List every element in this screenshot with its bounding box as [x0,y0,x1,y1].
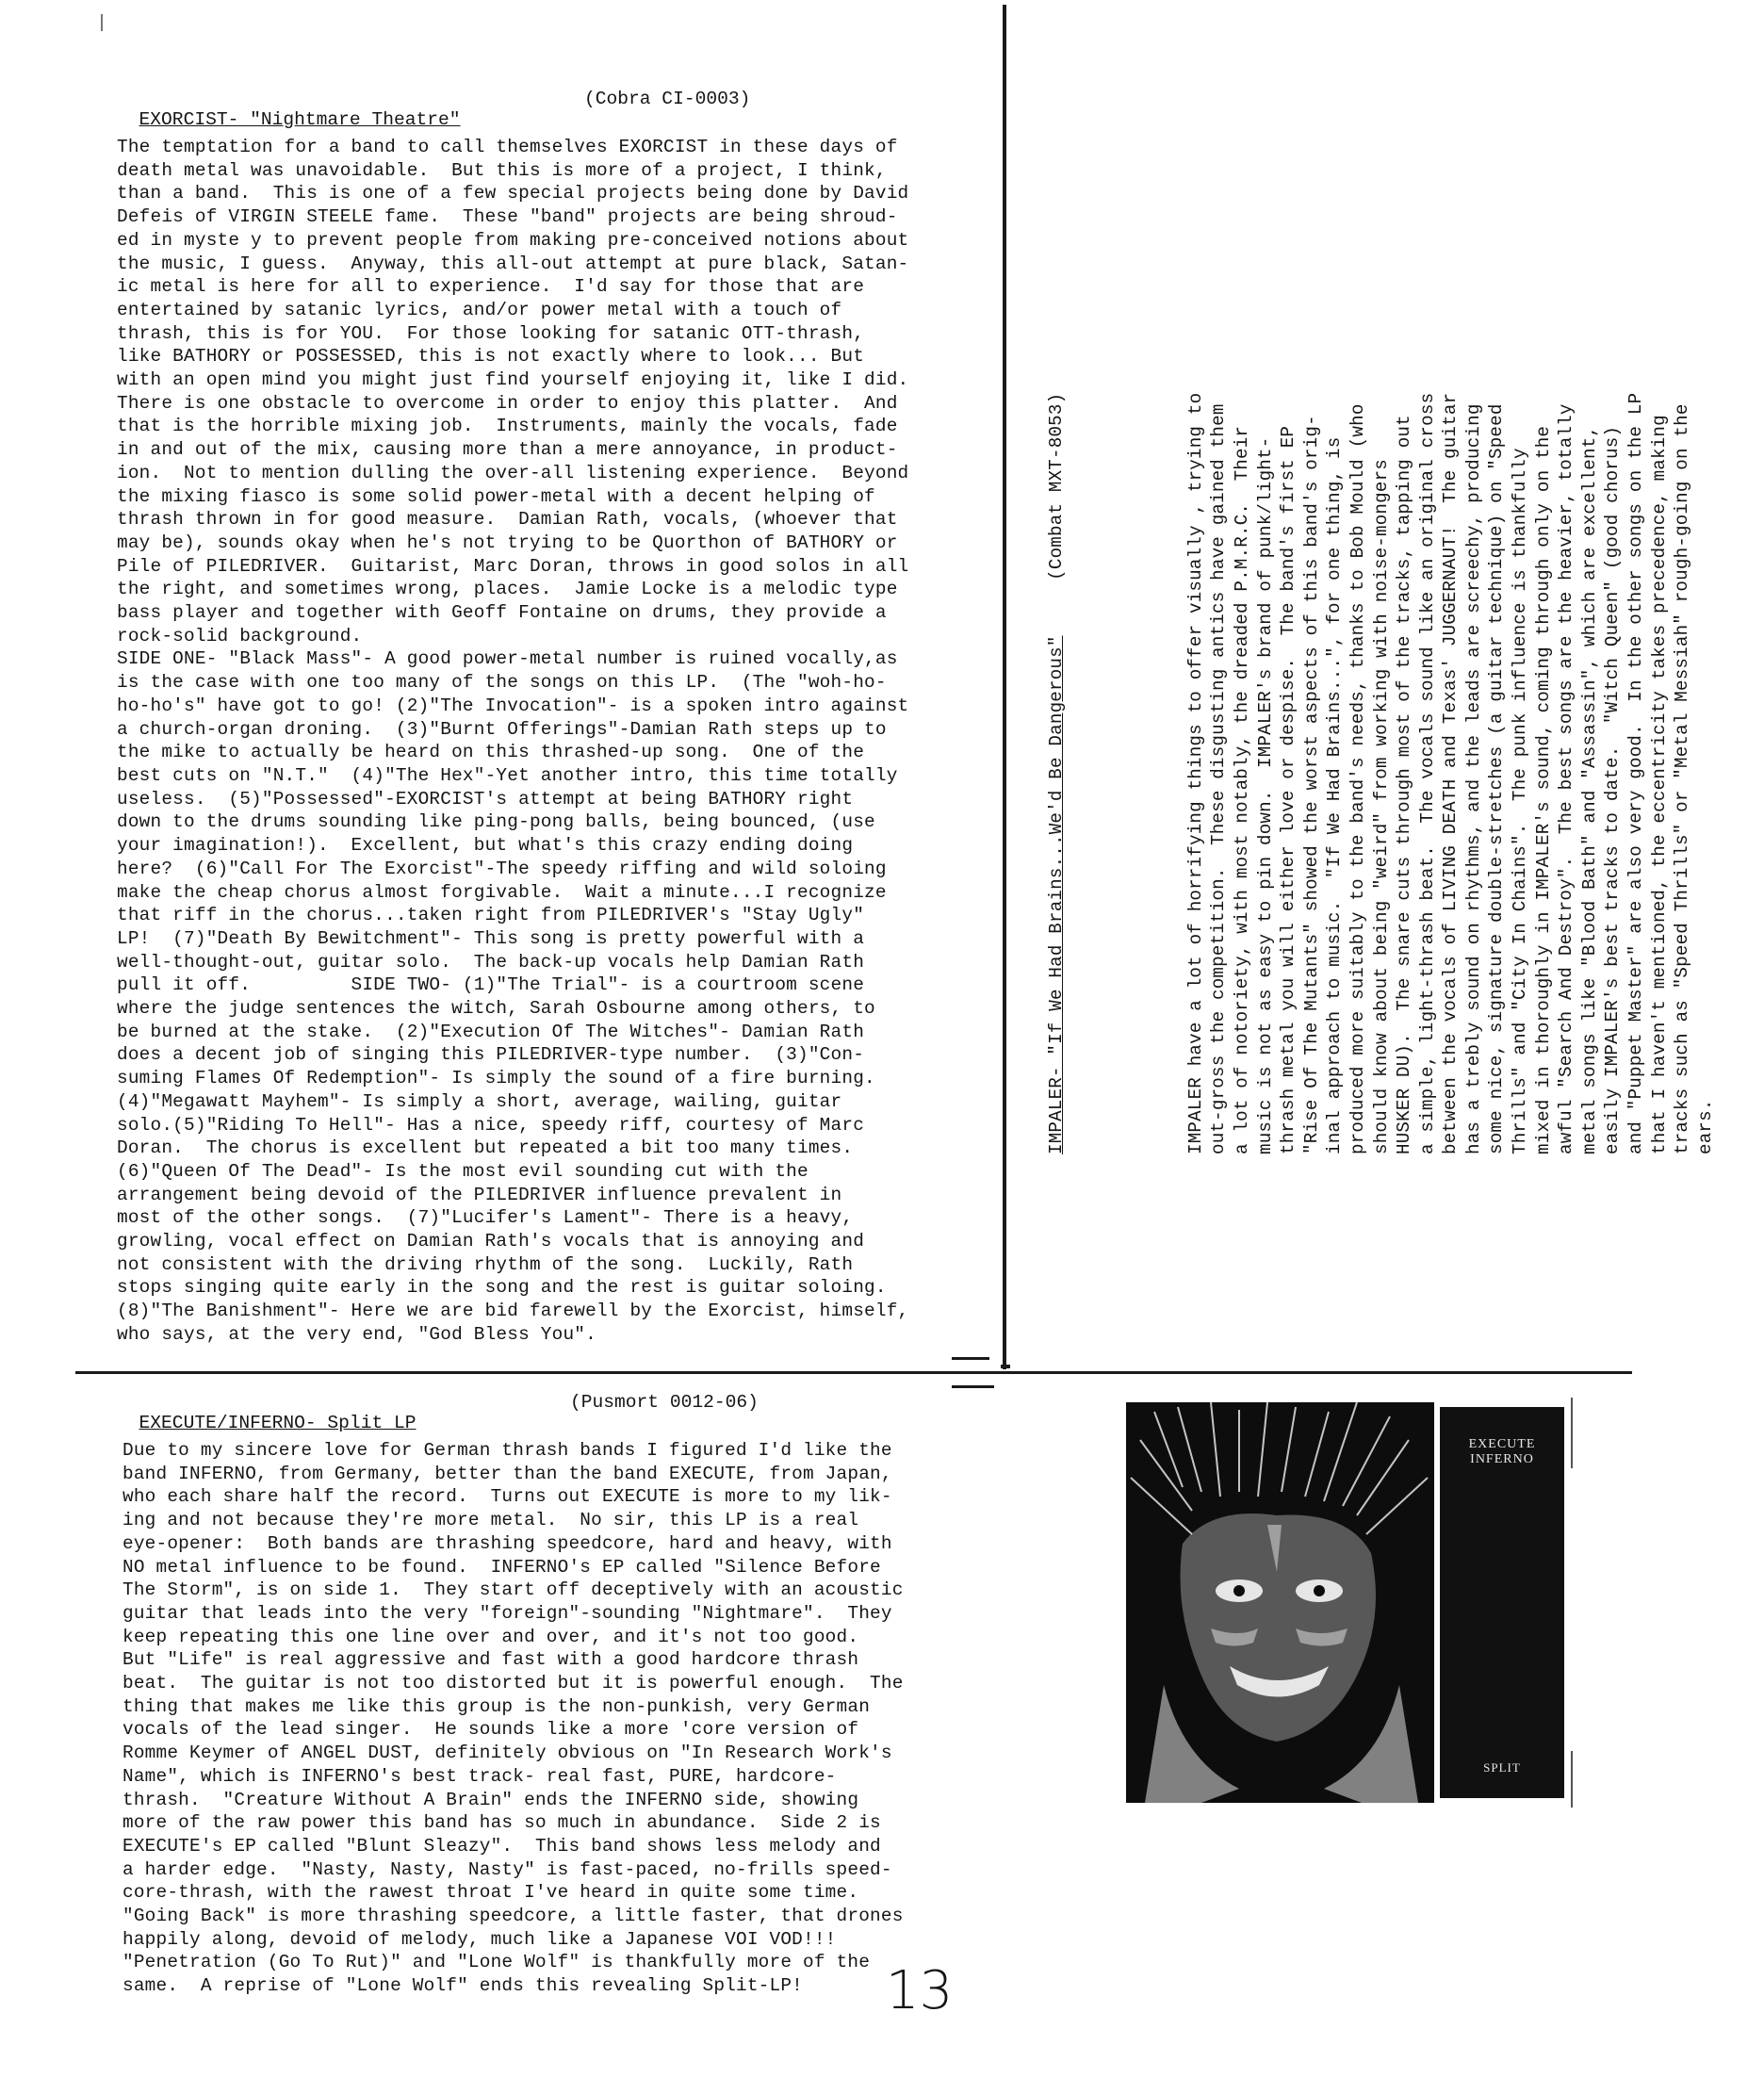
execute-line: ing and not because they're more metal. No sir, this LP is a real [122,1510,859,1531]
exorcist-line: arrangement being devoid of the PILEDRIVER influence prevalent in [117,1184,842,1205]
exorcist-line: suming Flames Of Redemption"- Is simply the sound of a fire burning. [117,1068,875,1089]
spine-footer-split: SPLIT [1483,1760,1521,1775]
impaler-review [999,278,1716,1154]
impaler-line: "Rise Of The Mutants" showed the worst aspects of this band's orig- [1300,415,1322,1154]
impaler-line: HUSKER DU). The snare cuts through most of the tracks, tapping out [1394,415,1415,1154]
exorcist-line: the mixing fiasco is some solid power-metal with a decent helping of [117,485,875,507]
execute-line: same. A reprise of "Lone Wolf" ends this revealing Split-LP! [122,1975,804,1997]
exorcist-line: (8)"The Banishment"- Here we are bid farewell by the Exorcist, himself, [117,1301,909,1322]
cover-edge-mark [1571,1398,1573,1468]
divider-tick [952,1357,989,1360]
exorcist-line: with an open mind you might just find yourself enjoying it, like I did. [117,369,909,391]
execute-line: "Going Back" is more thrashing speedcore, a little faster, that drones [122,1906,904,1927]
execute-line: But "Life" is real aggressive and fast with a good hardcore thrash [122,1649,859,1671]
impaler-line: music is not as easy to pin down. IMPALER's brand of punk/light- [1254,436,1276,1154]
exorcist-line: ed in myste y to prevent people from making pre-conceived notions about [117,229,909,251]
exorcist-line: ho-ho's" have got to go! (2)"The Invocation"- is a spoken intro against [117,695,909,716]
exorcist-line: SIDE ONE- "Black Mass"- A good power-metal number is ruined vocally,as [117,648,898,670]
execute-review-body [122,1439,904,1998]
execute-title: EXECUTE/INFERNO- Split LP [139,1413,416,1433]
demon-face-image [1126,1402,1434,1803]
exorcist-line: solo.(5)"Riding To Hell"- Has a nice, speedy riff, courtesy of Marc [117,1114,865,1136]
execute-line: core-thrash, with the rawest throat I've heard in quite some time. [122,1882,859,1904]
exorcist-line: here? (6)"Call For The Exorcist"-The speedy riffing and wild soloing [117,858,887,879]
execute-line: a harder edge. "Nasty, Nasty, Nasty" is fast-paced, no-frills speed- [122,1858,892,1880]
album-cover-art [1126,1402,1434,1803]
exorcist-line: useless. (5)"Possessed"-EXORCIST's attempt at being BATHORY right [117,788,854,810]
exorcist-line: (4)"Megawatt Mayhem"- Is simply a short, average, wailing, guitar [117,1090,842,1112]
execute-heading [117,1392,416,1433]
impaler-line: a lot of notoriety, with most notably, the dreaded P.M.R.C. Their [1231,425,1252,1154]
exorcist-line: There is one obstacle to overcome in order to enjoy this platter. And [117,392,898,414]
exorcist-line: the right, and sometimes wrong, places. Jamie Locke is a melodic type [117,579,898,600]
exorcist-line: rock-solid background. [117,625,363,646]
spine-title-execute: EXECUTE [1468,1437,1536,1451]
impaler-line: thrash metal you will either love or despise. The band's first EP [1278,425,1299,1154]
exorcist-line: who says, at the very end, "God Bless You". [117,1323,596,1345]
exorcist-line: LP! (7)"Death By Bewitchment"- This song is pretty powerful with a [117,927,865,949]
execute-line: eye-opener: Both bands are thrashing speedcore, hard and heavy, with [122,1532,892,1554]
execute-line: vocals of the lead singer. He sounds like a more 'core version of [122,1719,859,1741]
execute-line: band INFERNO, from Germany, better than the band EXECUTE, from Japan, [122,1463,892,1484]
execute-line: Romme Keymer of ANGEL DUST, definitely obvious on "In Research Work's [122,1743,892,1764]
execute-line: guitar that leads into the very "foreign"-sounding "Nightmare". They [122,1602,892,1624]
impaler-line: and "Puppet Master" are also very good. In the other songs on the LP [1625,392,1647,1154]
execute-line: beat. The guitar is not too distorted but it is powerful enough. The [122,1673,904,1694]
exorcist-review-body [117,136,908,1347]
exorcist-line: down to the drums sounding like ping-pong balls, being bounced, (use [117,811,875,833]
impaler-review-body [1184,278,1718,1154]
impaler-line: metal songs like "Blood Bath" and "Assassin", which are excellent, [1578,425,1600,1154]
cover-edge-mark [1571,1751,1573,1808]
exorcist-line: death metal was unavoidable. But this is more of a project, I think, [117,159,887,181]
divider-tick [1001,1365,1010,1368]
exorcist-line: ic metal is here for all to experience. I'd say for those that are [117,276,865,298]
impaler-line: inal approach to music. "If We Had Brains...", for one thing, is [1324,436,1346,1154]
execute-line: keep repeating this one line over and over, and it's not too good. [122,1626,859,1647]
impaler-title: IMPALER- "If We Had Brains...We'd Be Dangerous" [1046,635,1068,1154]
exorcist-line: stops singing quite early in the song and the rest is guitar soloing. [117,1277,887,1299]
exorcist-line: your imagination!). Excellent, but what's this crazy ending doing [117,835,854,857]
execute-line: EXECUTE's EP called "Blunt Sleazy". This band shows less melody and [122,1835,881,1857]
exorcist-title: EXORCIST- "Nightmare Theatre" [139,109,461,130]
impaler-line: ears. [1694,1099,1716,1154]
impaler-catalog: (Combat MXT-8053) [1046,392,1068,581]
exorcist-line: well-thought-out, guitar solo. The back-up vocals help Damian Rath [117,951,865,973]
exorcist-line: the music, I guess. Anyway, this all-out attempt at pure black, Satan- [117,253,909,274]
execute-line: more of the raw power this band has so much in abundance. Side 2 is [122,1812,881,1834]
impaler-line: should know about being "weird" from working with noise-mongers [1370,458,1392,1154]
exorcist-line: does a decent job of singing this PILEDRIVER-type number. (3)"Con- [117,1044,865,1066]
impaler-line: produced more suitably to the band's needs, thanks to Bob Mould (who [1347,403,1368,1154]
exorcist-line: is the case with one too many of the songs on this LP. (The "woh-ho- [117,672,887,694]
impaler-line: mixed in thoroughly in IMPALER's sound, coming through only on the [1532,425,1554,1154]
page-number: 13 [886,1960,954,2021]
exorcist-line: bass player and together with Geoff Fontaine on drums, they provide a [117,602,887,624]
exorcist-line: ion. Not to mention dulling the over-all listening experience. Beyond [117,462,909,483]
execute-line: thing that makes me like this group is the non-punkish, very German [122,1695,871,1717]
exorcist-line: Defeis of VIRGIN STEELE fame. These "band" projects are being shroud- [117,206,898,228]
exorcist-line: like BATHORY or POSSESSED, this is not exactly where to look... But [117,346,865,368]
exorcist-line: than a band. This is one of a few special projects being done by David [117,183,909,205]
stray-mark [101,14,103,31]
execute-line: "Penetration (Go To Rut)" and "Lone Wolf" is thankfully more of the [122,1952,871,1973]
impaler-line: has a trebly sound on rhythms, and the leads are screechy, producing [1462,403,1484,1154]
execute-line: who each share half the record. Turns out EXECUTE is more to my lik- [122,1486,892,1508]
impaler-line: easily IMPALER's best tracks to date. "Witch Queen" (good chorus) [1602,425,1624,1154]
album-spine [1440,1407,1564,1798]
exorcist-line: most of the other songs. (7)"Lucifer's Lament"- There is a heavy, [117,1207,854,1229]
execute-line: The Storm", is on side 1. They start off deceptively with an acoustic [122,1579,904,1601]
exorcist-line: (6)"Queen Of The Dead"- Is the most evil sounding cut with the [117,1160,808,1182]
exorcist-line: The temptation for a band to call themselves EXORCIST in these days of [117,137,898,157]
exorcist-line: be burned at the stake. (2)"Execution Of The Witches"- Damian Rath [117,1021,865,1042]
exorcist-line: that riff in the chorus...taken right from PILEDRIVER's "Stay Ugly" [117,905,865,926]
spine-title-inferno: INFERNO [1470,1452,1534,1466]
impaler-line: Thrills" and "City In Chains". The punk influence is thankfully [1510,448,1531,1154]
exorcist-line: a church-organ droning. (3)"Burnt Offerings"-Damian Rath steps up to [117,718,887,740]
impaler-line: a simple, light-thrash beat. The vocals sound like an original cross [1416,392,1438,1154]
exorcist-line: not consistent with the driving rhythm of the song. Luckily, Rath [117,1253,854,1275]
impaler-line: out-gross the competition. These disgusting antics have gained them [1208,403,1230,1154]
impaler-line: between the vocals of LIVING DEATH and Texas' JUGGERNAUT! The guitar [1440,392,1462,1154]
section-divider [75,1371,1632,1374]
exorcist-catalog: (Cobra CI-0003) [584,89,751,109]
exorcist-line: pull it off. SIDE TWO- (1)"The Trial"- is a courtroom scene [117,974,865,996]
exorcist-line: make the cheap chorus almost forgivable. Wait a minute...I recognize [117,881,887,903]
exorcist-line: Doran. The chorus is excellent but repeated a bit too many times. [117,1137,854,1159]
execute-line: thrash. "Creature Without A Brain" ends the INFERNO side, showing [122,1789,859,1810]
exorcist-line: thrash, this is for YOU. For those looking for satanic OTT-thrash, [117,322,865,344]
exorcist-line: Pile of PILEDRIVER. Guitarist, Marc Doran, throws in good solos in all [117,555,909,577]
impaler-line: tracks such as "Speed Thrills" or "Metal Messiah" rough-going on the [1672,403,1693,1154]
impaler-line: that I haven't mentioned, the eccentricity takes precedence, making [1648,415,1670,1154]
execute-line: NO metal influence to be found. INFERNO's EP called "Silence Before [122,1556,881,1578]
exorcist-line: best cuts on "N.T." (4)"The Hex"-Yet another intro, this time totally [117,764,898,786]
execute-line: Due to my sincere love for German thrash bands I figured I'd like the [122,1440,892,1461]
execute-catalog: (Pusmort 0012-06) [570,1392,759,1413]
exorcist-line: in and out of the mix, causing more than a mere annoyance, in product- [117,439,898,461]
exorcist-line: entertained by satanic lyrics, and/or power metal with a touch of [117,299,842,320]
impaler-line: some nice, signature double-stretches (a guitar technique) on "Speed [1486,403,1508,1154]
execute-line: Name", which is INFERNO's best track- real fast, PURE, hardcore- [122,1765,837,1787]
exorcist-line: growling, vocal effect on Damian Rath's vocals that is annoying and [117,1231,865,1252]
exorcist-line: may be), sounds okay when he's not trying to be Quorthon of BATHORY or [117,532,898,553]
exorcist-heading [117,89,461,130]
exorcist-line: the mike to actually be heard on this thrashed-up song. One of the [117,742,865,763]
divider-tick [952,1385,994,1388]
impaler-line: IMPALER have a lot of horrifying things to offer visually , trying to [1184,392,1206,1154]
exorcist-line: thrash thrown in for good measure. Damian Rath, vocals, (whoever that [117,509,898,531]
impaler-line: awful "Search And Destroy". The best songs are the heavier, totally [1556,403,1577,1154]
exorcist-line: that is the horrible mixing job. Instruments, mainly the vocals, fade [117,416,898,437]
exorcist-line: where the judge sentences the witch, Sarah Osbourne among others, to [117,998,875,1020]
execute-line: happily along, devoid of melody, much like a Japanese VOI VOD!!! [122,1928,837,1950]
